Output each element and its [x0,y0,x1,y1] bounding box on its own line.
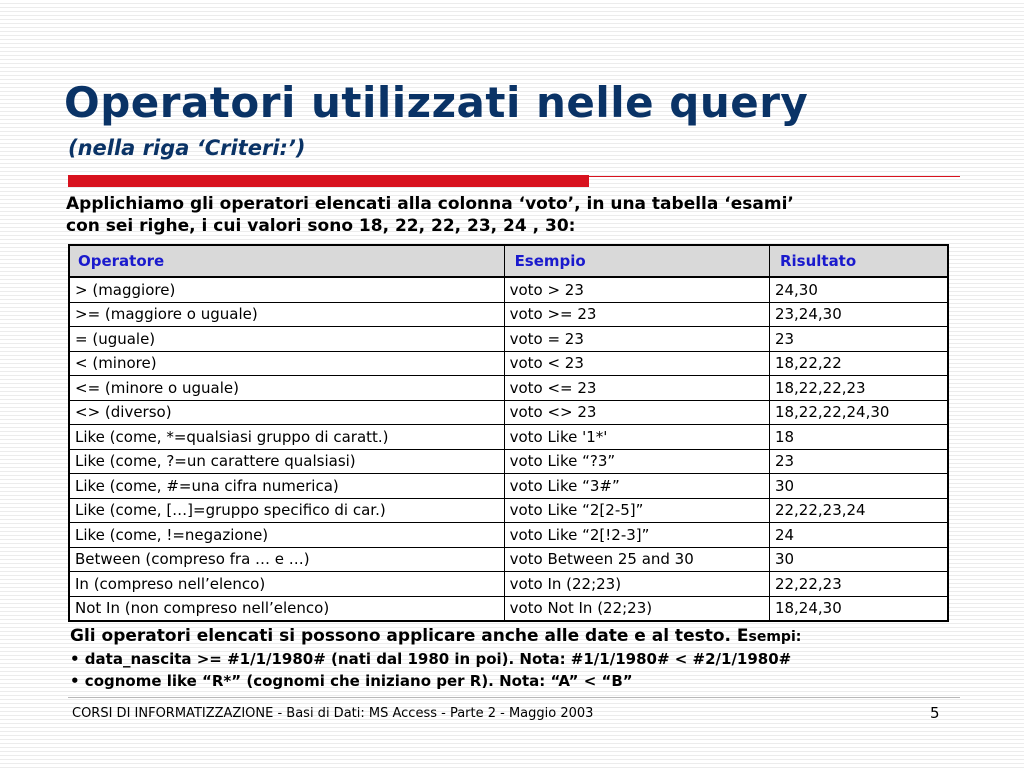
footer-divider [68,697,960,698]
footer-text: CORSI DI INFORMATIZZAZIONE - Basi di Dati: MS Access - Parte 2 - Maggio 2003 [72,706,594,721]
cell-risultato: 18,22,22 [769,351,948,376]
table-row [69,425,948,450]
operators-table [68,244,949,622]
cell-operatore: Like (come, *=qualsiasi gruppo di caratt.) [69,425,504,450]
cell-operatore: <> (diverso) [69,400,504,425]
notes-block [70,625,970,692]
cell-risultato: 23 [769,327,948,352]
cell-operatore: = (uguale) [69,327,504,352]
slide-subtitle: (nella riga ‘Criteri:’) [68,136,306,160]
table-header-row [69,245,948,277]
cell-risultato: 22,22,23 [769,572,948,597]
cell-esempio: voto In (22;23) [504,572,769,597]
cell-esempio: voto > 23 [504,277,769,302]
cell-esempio: voto Like “3#” [504,474,769,499]
cell-esempio: voto Like '1*' [504,425,769,450]
table-row [69,474,948,499]
cell-operatore: Like (come, !=negazione) [69,523,504,548]
cell-esempio: voto = 23 [504,327,769,352]
title-accent-bar [68,175,589,187]
cell-esempio: voto <> 23 [504,400,769,425]
cell-risultato: 23 [769,449,948,474]
cell-operatore: In (compreso nell’elenco) [69,572,504,597]
table-row [69,376,948,401]
cell-risultato: 24 [769,523,948,548]
table-row [69,498,948,523]
cell-risultato: 18,24,30 [769,596,948,621]
notes-bullet: • data_nascita >= #1/1/1980# (nati dal 1980 in poi). Nota: #1/1/1980# < #2/1/1980# [70,650,792,668]
header-operatore: Operatore [69,245,504,277]
cell-risultato: 30 [769,474,948,499]
notes-bullet: • cognome like “R*” (cognomi che iniziano per R). Nota: “A” < “B” [70,672,633,690]
cell-risultato: 24,30 [769,277,948,302]
intro-text [66,193,946,237]
title-accent-line [589,176,960,177]
table-row [69,547,948,572]
cell-operatore: < (minore) [69,351,504,376]
cell-esempio: voto Not In (22;23) [504,596,769,621]
notes-lead-small: sempi: [748,629,802,645]
cell-esempio: voto Between 25 and 30 [504,547,769,572]
cell-esempio: voto < 23 [504,351,769,376]
table-row [69,277,948,302]
cell-risultato: 30 [769,547,948,572]
intro-line: con sei righe, i cui valori sono 18, 22, 22, 23, 24 , 30: [66,216,576,236]
slide-title: Operatori utilizzati nelle query [64,78,809,127]
cell-operatore: Like (come, ?=un carattere qualsiasi) [69,449,504,474]
table-row [69,596,948,621]
cell-esempio: voto >= 23 [504,302,769,327]
cell-risultato: 18,22,22,23 [769,376,948,401]
cell-esempio: voto <= 23 [504,376,769,401]
cell-esempio: voto Like “?3” [504,449,769,474]
page-number: 5 [930,704,940,722]
cell-operatore: > (maggiore) [69,277,504,302]
header-esempio: Esempio [504,245,769,277]
cell-operatore: Not In (non compreso nell’elenco) [69,596,504,621]
table-row [69,523,948,548]
cell-esempio: voto Like “2[!2-3]” [504,523,769,548]
table-row [69,327,948,352]
cell-operatore: <= (minore o uguale) [69,376,504,401]
cell-risultato: 18 [769,425,948,450]
cell-operatore: >= (maggiore o uguale) [69,302,504,327]
notes-lead-text: Gli operatori elencati si possono applicare anche alle date e al testo. E [70,626,749,646]
cell-operatore: Like (come, […]=gruppo specifico di car.) [69,498,504,523]
table-row [69,351,948,376]
table-row [69,400,948,425]
cell-operatore: Between (compreso fra … e …) [69,547,504,572]
header-risultato: Risultato [769,245,948,277]
table-row [69,302,948,327]
intro-line: Applichiamo gli operatori elencati alla colonna ‘voto’, in una tabella ‘esami’ [66,194,794,214]
cell-risultato: 22,22,23,24 [769,498,948,523]
cell-risultato: 18,22,22,24,30 [769,400,948,425]
table-row [69,449,948,474]
cell-operatore: Like (come, #=una cifra numerica) [69,474,504,499]
cell-risultato: 23,24,30 [769,302,948,327]
cell-esempio: voto Like “2[2-5]” [504,498,769,523]
notes-lead [70,625,970,648]
table-row [69,572,948,597]
